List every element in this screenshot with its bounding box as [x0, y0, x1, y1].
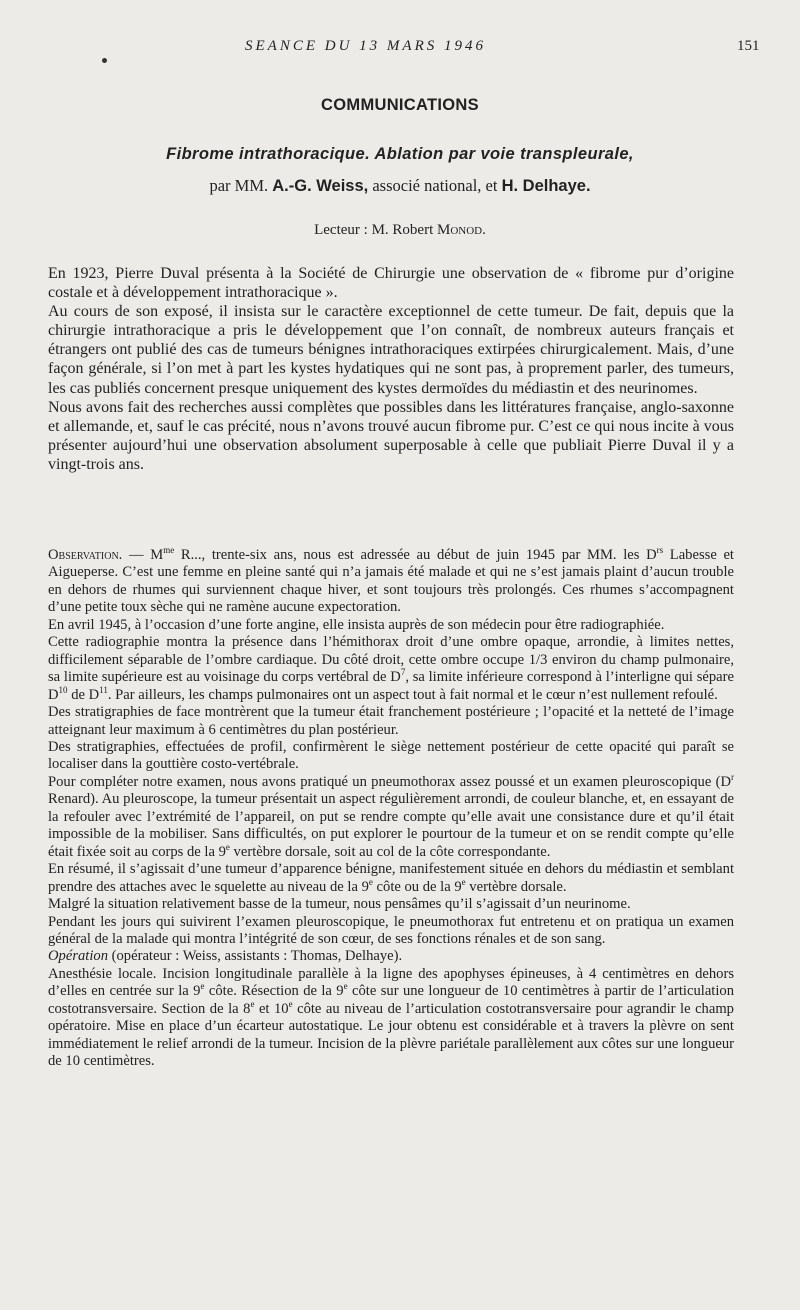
observation-lead: Observation.: [48, 547, 123, 563]
superscript: rs: [656, 545, 664, 556]
superscript: 11: [99, 684, 108, 695]
text-run: Anesthésie locale. Incision longitudinale parallèle à la ligne des apophyses épineuses, à 4 centimètres en dehors d’elles en centrée sur la 9: [48, 965, 734, 1000]
text-run: côte sur une longueur de 10 centimètres à partir de l’articulation costotransversaire. Section de la 8: [48, 983, 734, 1017]
intro-paragraph: En 1923, Pierre Duval présenta à la Société de Chirurgie une observation de « fibrome pur d’origine costale et à développement intrathoracique ».: [48, 265, 734, 302]
observation-text: [48, 547, 734, 1071]
text-run: (opérateur : Weiss, assistants : Thomas, Delhaye).: [108, 948, 403, 965]
superscript: e: [250, 998, 255, 1009]
page-number: 151: [737, 38, 760, 54]
text-run: et 10: [254, 1000, 289, 1017]
text-run: R..., trente-six ans, nous est adressée au début de juin 1945 par MM. les D: [174, 547, 657, 563]
superscript: e: [461, 876, 466, 887]
text-run: vertèbre dorsale.: [465, 878, 567, 895]
text-run: Labesse et Aigueperse. C’est une femme en pleine santé qui n’a jamais été malade et qui ne s’est jamais plaint d’aucun trouble en dehors de rhumes qui surviennent chaque hiver, et sont toujours très prolongés. Ces rhumes s’accompagnent d’une petite toux sèche qui ne ramène aucune expectoration.: [48, 547, 734, 616]
observation-paragraph: [48, 948, 734, 965]
text-run: Renard). Au pleuroscope, la tumeur présentait un aspect régulièrement arrondi, de couleur blanche, et, en essayant de la refouler avec l’extrémité de l’appareil, on put se rendre compte qu’elle avait une consistance dure et qu’il était impossible de la mobiliser. Sans difficultés, on put explorer le pourtour de la tumeur et on se rendit compte qu’elle était fixée soit au corps de la 9: [48, 791, 734, 860]
observation-paragraph: Malgré la situation relativement basse de la tumeur, nous pensâmes qu’il s’agissait d’un neurinome.: [48, 896, 631, 913]
section-heading: COMMUNICATIONS: [321, 96, 479, 114]
text-run: Pour compléter notre examen, nous avons pratiqué un pneumothorax assez poussé et un examen pleuroscopique (D: [48, 773, 731, 790]
text-run: , sa limite inférieure correspond à l’interligne qui sépare D: [48, 669, 734, 703]
text-run: côte au niveau de l’articulation costotransversaire pour agrandir le champ opératoire. Mise en place d’un écarteur autostatique. Le jour obtenu est considérable et à travers la plèvre on sent immédiatement le relief arrondi de la tumeur. Incision de la plèvre pariétale parallèlement aux côtes sur une longueur de 10 centimètres.: [48, 1000, 734, 1070]
observation-paragraph: [48, 634, 734, 704]
observation-paragraph: Pendant les jours qui suivirent l’examen pleuroscopique, le pneumothorax fut entretenu et on pratiqua un examen général de la malade qui montra l’intégrité de son cœur, de ses fonctions rénales et de son sang.: [48, 913, 734, 947]
text-run: côte. Résection de la 9: [204, 983, 344, 1000]
intro-paragraph: Nous avons fait des recherches aussi complètes que possibles dans les littératures française, anglo-saxonne et allemande, et, sauf le cas précité, nous n’avons trouvé aucun fibrome pur. C’est ce qui nous incite à vous présenter aujourd’hui une observation absolument superposable à celle que publiait Pierre Duval il y a vingt-trois ans.: [48, 398, 734, 473]
superscript: e: [225, 841, 230, 852]
reader-last-name: Monod.: [437, 222, 486, 238]
margin-dot: [102, 58, 107, 63]
superscript: e: [288, 998, 293, 1009]
text-run: En résumé, il s’agissait d’une tumeur d’apparence bénigne, manifestement située en dehors du médiastin et semblant prendre des attaches avec le squelette au niveau de la 9: [48, 861, 734, 895]
running-head-title: SEANCE DU 13 MARS 1946: [245, 38, 486, 54]
observation-paragraph: Des stratigraphies de face montrèrent que la tumeur était franchement postérieure ; l’opacité et la netteté de l’image atteignant leur maximum à 6 centimètres du plan postérieur.: [48, 704, 734, 738]
text-run: côte ou de la 9: [372, 878, 462, 895]
byline-prefix: par MM.: [209, 176, 269, 195]
observation-paragraph: [48, 861, 734, 896]
superscript: 10: [58, 684, 68, 695]
text-run: de D: [67, 686, 100, 703]
author-delhaye: H. Delhaye.: [501, 177, 591, 195]
superscript: e: [343, 981, 348, 992]
superscript: e: [368, 876, 373, 887]
superscript: 7: [400, 667, 406, 678]
superscript: me: [163, 545, 175, 556]
text-run: vertèbre dorsale, soit au col de la côte correspondante.: [229, 843, 551, 860]
operation-label: Opération: [48, 948, 108, 965]
author-weiss: A.-G. Weiss,: [272, 177, 369, 195]
observation-paragraph: Des stratigraphies, effectuées de profil, confirmèrent le siège nettement postérieur de cette opacité qui paraît se localiser dans la gouttière costo-vertébrale.: [48, 738, 734, 773]
observation-paragraph: [48, 966, 734, 1071]
running-head: [0, 38, 800, 60]
text-run: Cette radiographie montra la présence dans l’hémithorax droit d’une ombre opaque, arrondie, à limites nettes, difficilement séparable de l’ombre cardiaque. Du côté droit, cette ombre occupe 1/3 environ du champ pulmonaire, sa limite supérieure est au voisinage du corps vertébral de D: [48, 634, 734, 686]
reader-line: [0, 222, 800, 239]
author-affiliation: associé national, et: [372, 176, 498, 195]
byline: [0, 176, 800, 196]
intro-paragraph: Au cours de son exposé, il insista sur le caractère exceptionnel de cette tumeur. De fait, depuis que la chirurgie intrathoracique a pris le développement que l’on connaît, de nombreux auteurs français et étrangers ont publié des cas de tumeurs bénignes intrathoraciques extirpées chirurgicalement. Mais, d’une façon générale, si l’on met à part les kystes hydatiques qui ne sont pas, à proprement parler, des tumeurs, les cas publiés concernent presque uniquement des kystes dermoïdes du médiastin et des neurinomes.: [48, 303, 734, 397]
superscript: e: [200, 981, 205, 992]
text-run: — M: [122, 547, 164, 563]
intro-text: [48, 264, 734, 474]
reader-label: Lecteur : M.: [314, 222, 389, 238]
observation-paragraph: [48, 774, 734, 861]
superscript: r: [731, 772, 734, 783]
article-title: Fibrome intrathoracique. Ablation par voie transpleurale,: [166, 145, 634, 163]
reader-first-name: Robert: [392, 222, 434, 238]
text-run: . Par ailleurs, les champs pulmonaires ont un aspect tout à fait normal et le cœur n’est nullement refoulé.: [107, 686, 718, 703]
observation-paragraph: En avril 1945, à l’occasion d’une forte angine, elle insista auprès de son médecin pour être radiographiée.: [48, 616, 665, 633]
observation-paragraph: [48, 547, 734, 617]
